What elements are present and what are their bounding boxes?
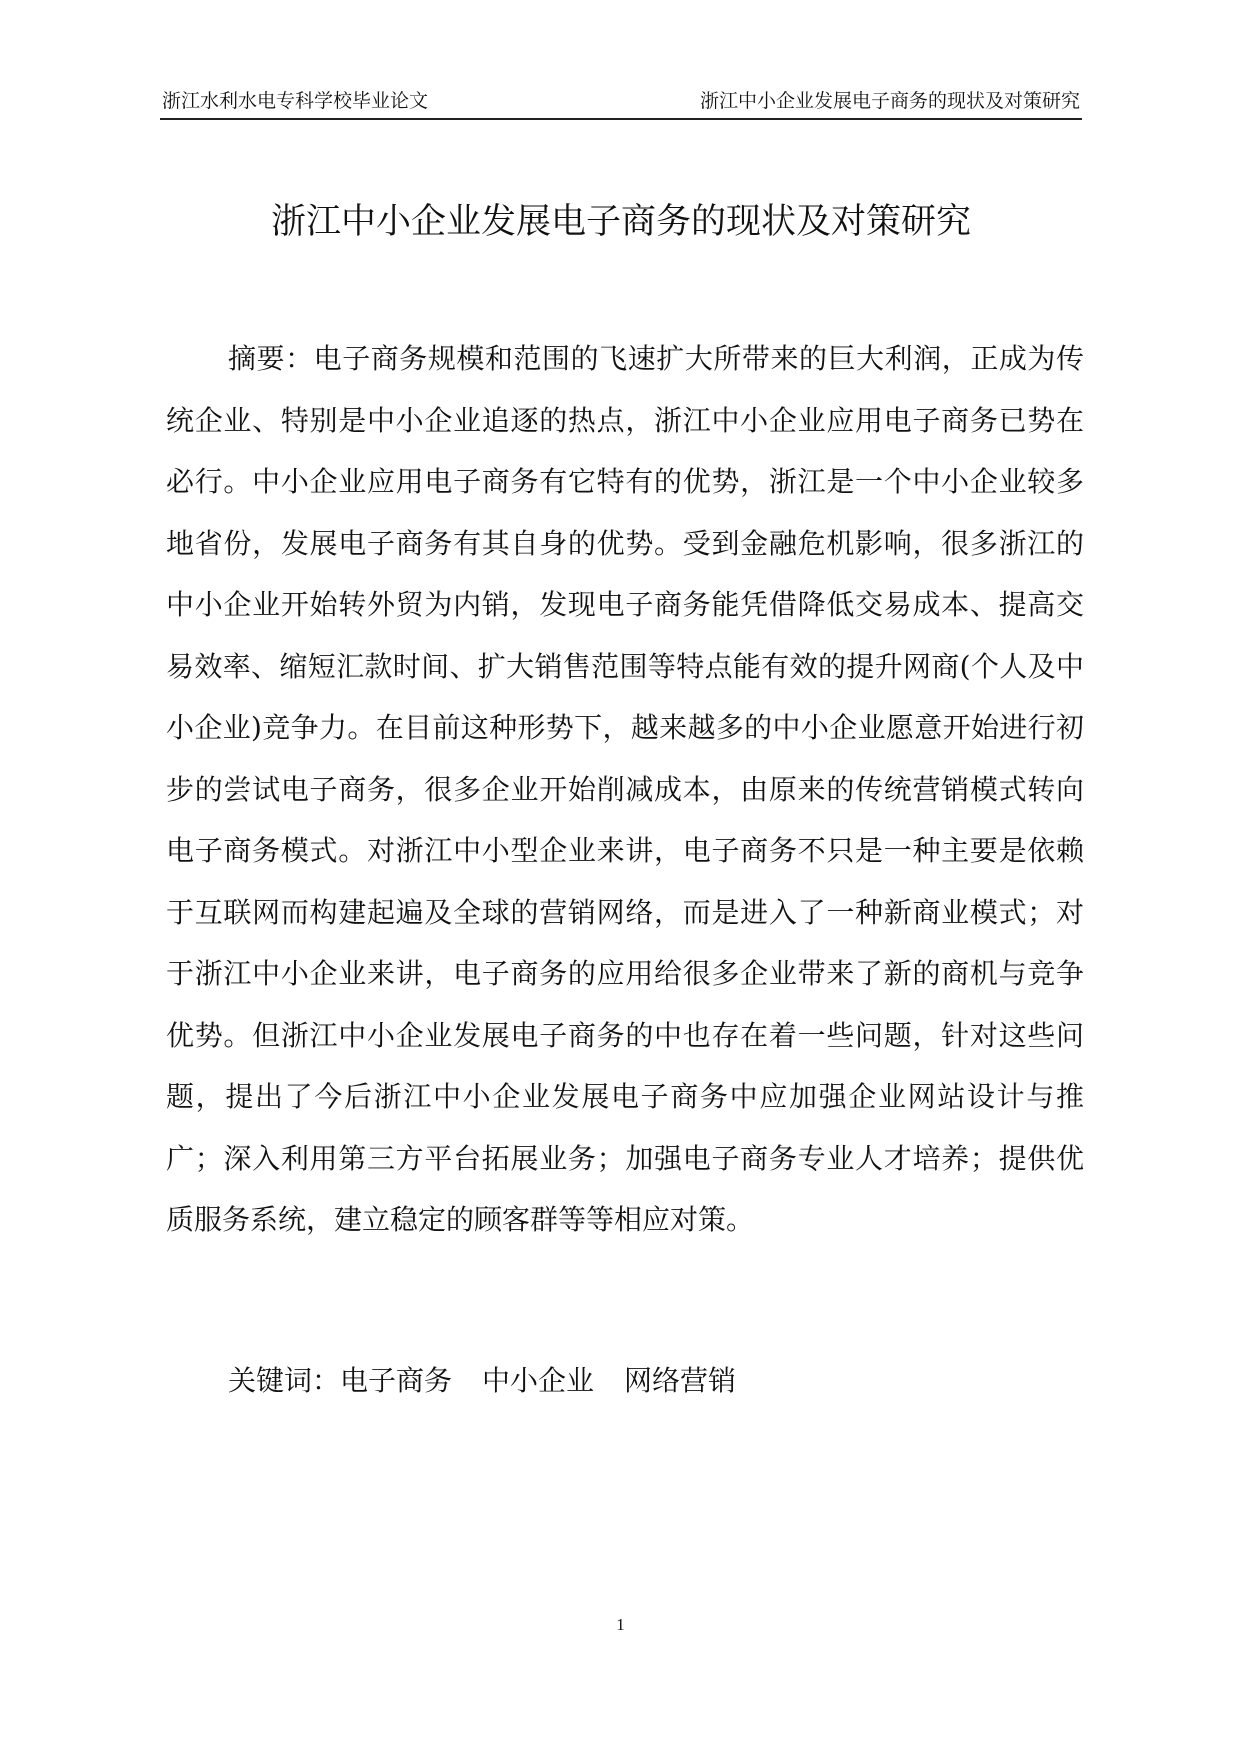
- abstract-label: 摘要：: [228, 342, 314, 375]
- keyword-item: 电子商务: [340, 1364, 453, 1397]
- keywords-line: [228, 1356, 736, 1406]
- keyword-item: 网络营销: [624, 1364, 737, 1397]
- header-school-name: 浙江水利水电专科学校毕业论文: [162, 90, 429, 112]
- abstract-paragraph: [166, 328, 1084, 1251]
- keyword-item: 中小企业: [482, 1364, 595, 1397]
- keywords-label: 关键词：: [228, 1364, 341, 1397]
- header-thesis-title: 浙江中小企业发展电子商务的现状及对策研究: [699, 90, 1080, 112]
- document-title: 浙江中小企业发展电子商务的现状及对策研究: [270, 202, 971, 242]
- page-number: 1: [616, 1615, 625, 1634]
- page-header: [160, 88, 1082, 120]
- abstract-text: 电子商务规模和范围的飞速扩大所带来的巨大利润，正成为传统企业、特别是中小企业追逐的热点，浙江中小企业应用电子商务已势在必行。中小企业应用电子商务有它特有的优势，浙江是一个中小企业较多地省份，发展电子商务有其自身的优势。受到金融危机影响，很多浙江的中小企业开始转外贸为内销，发现电子商务能凭借降低交易成本、提高交易效率、缩短汇款时间、扩大销售范围等特点能有效的提升网商(个人及中小企业)竞争力。在目前这种形势下，越来越多的中小企业愿意开始进行初步的尝试电子商务，很多企业开始削减成本，由原来的传统营销模式转向电子商务模式。对浙江中小型企业来讲，电子商务不只是一种主要是依赖于互联网而构建起遍及全球的营销网络，而是进入了一种新商业模式；对于浙江中小企业来讲，电子商务的应用给很多企业带来了新的商机与竞争优势。但浙江中小企业发展电子商务的中也存在着一些问题，针对这些问题，提出了今后浙江中小企业发展电子商务中应加强企业网站设计与推广；深入利用第三方平台拓展业务；加强电子商务专业人才培养；提供优质服务系统，建立稳定的顾客群等等相应对策。: [166, 342, 1084, 1236]
